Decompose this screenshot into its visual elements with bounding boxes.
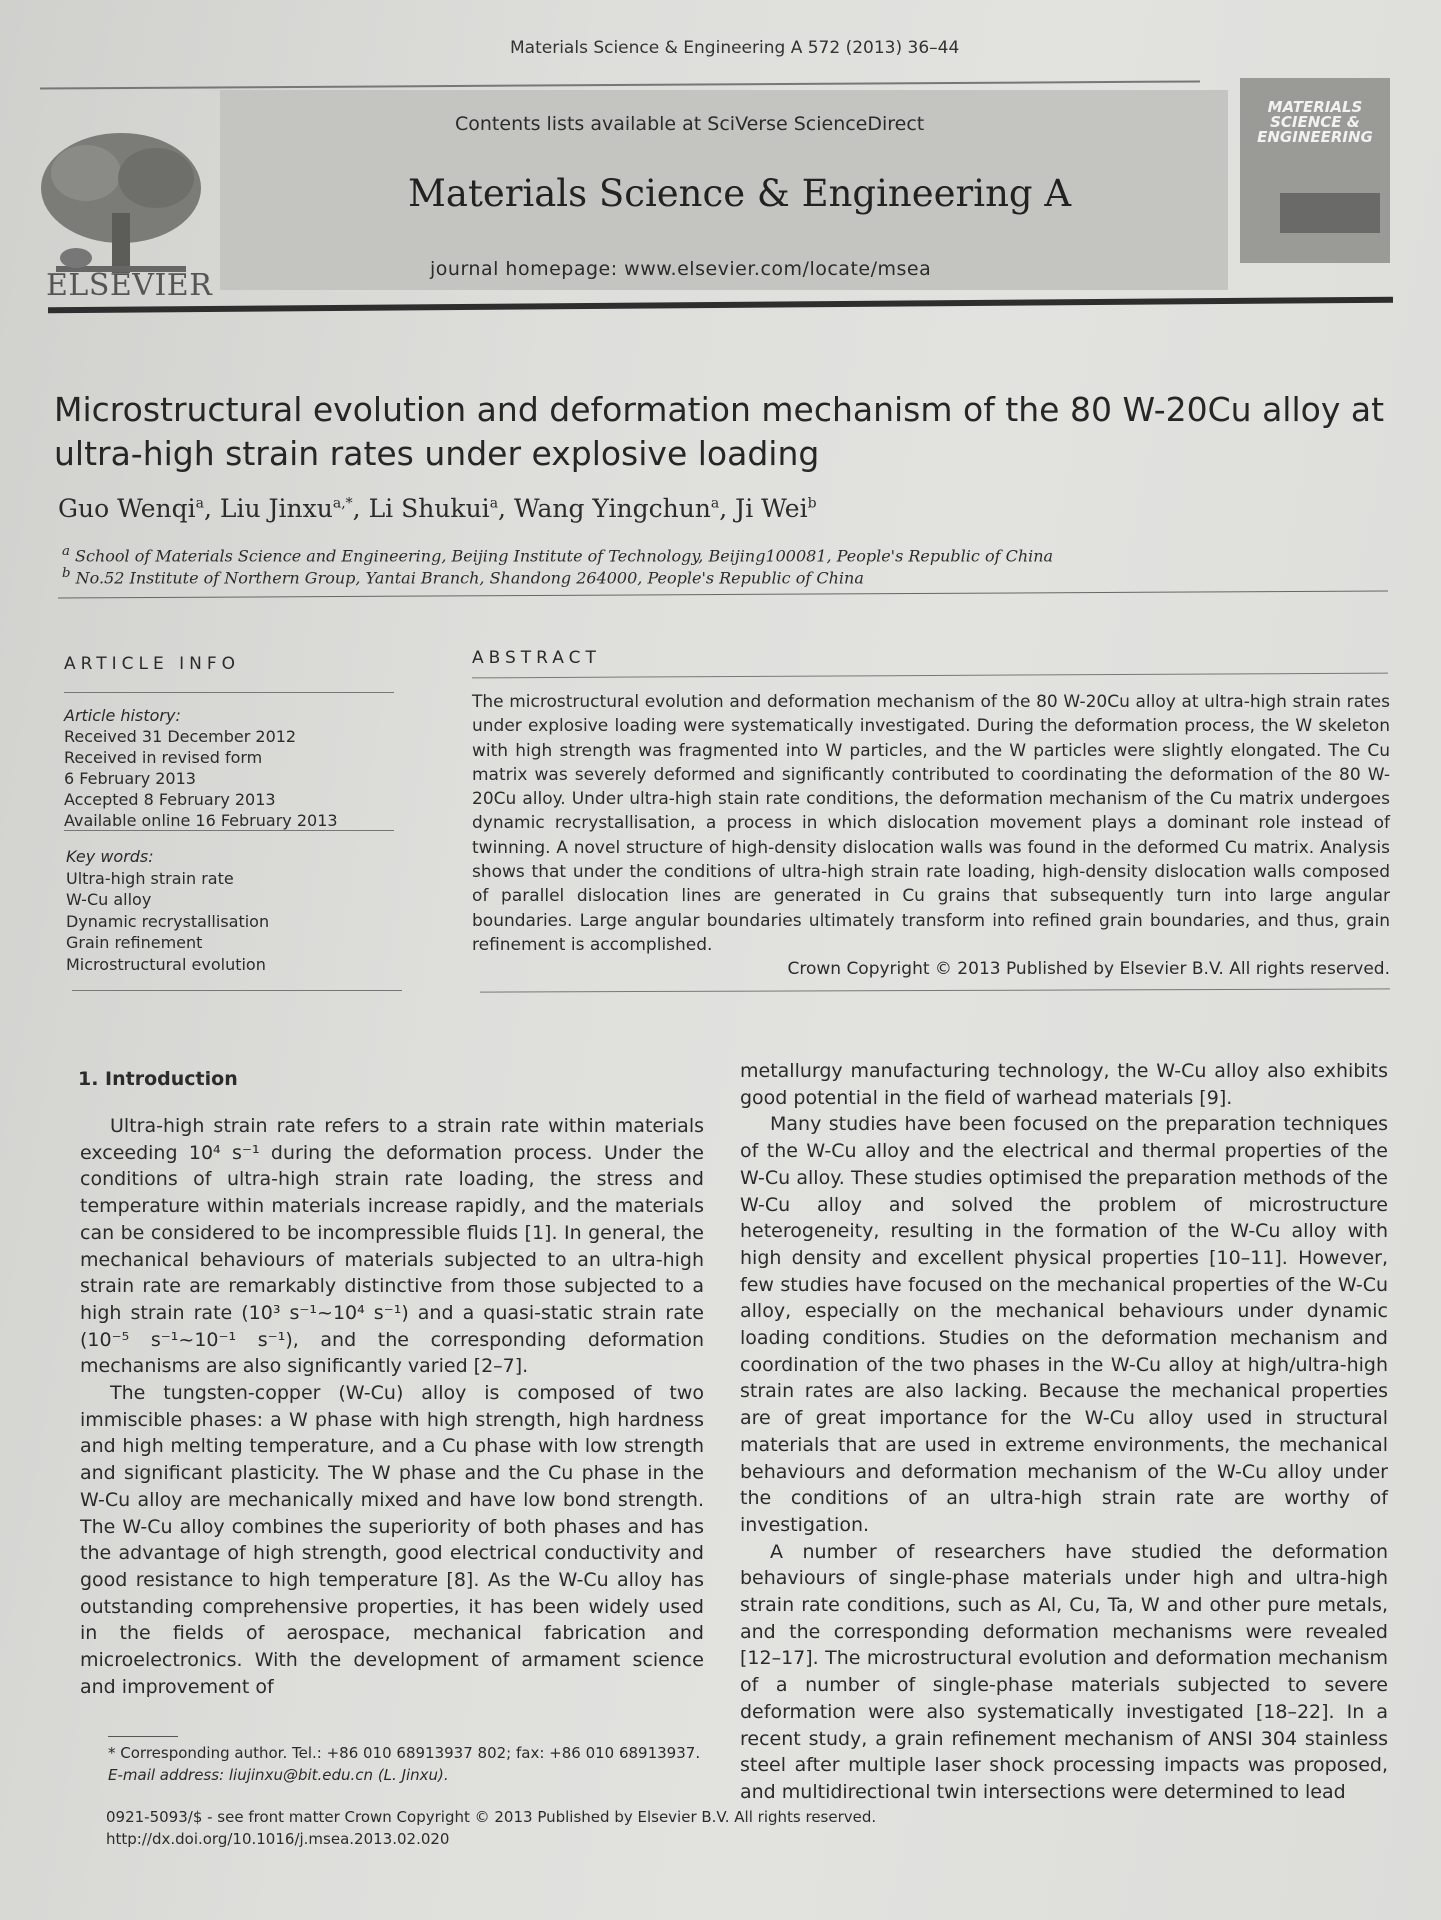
contents-line: Contents lists available at SciVerse ScienceDirect <box>455 113 925 135</box>
author[interactable]: Wang Yingchun$^a$ <box>513 494 720 523</box>
paragraph: Ultra-high strain rate refers to a strain rate within materials exceeding 10⁴ s⁻¹ during the deformation process. Under the conditions of ultra-high strain rate loading, the stress and temperature within materials increase rapidly, and the materials can be considered to be incompressible fluids [1]. In general, the mechanical behaviours of materials subjected to an ultra-high strain rate are remarkably distinctive from those subjected to a high strain rate (10³ s⁻¹~10⁴ s⁻¹) and a quasi-static strain rate (10⁻⁵ s⁻¹~10⁻¹ s⁻¹), and the corresponding deformation mechanisms are also significantly varied [2–7]. <box>80 1115 704 1378</box>
keywords: Key words: Ultra-high strain rate W-Cu alloy Dynamic recrystallisation Grain refinement Microstructural evolution <box>66 847 270 974</box>
body-column-right <box>740 1058 1388 1806</box>
author[interactable]: Ji Wei$^b$ <box>735 494 817 523</box>
masthead-rule <box>48 297 1393 314</box>
author[interactable]: Guo Wenqi$^a$ <box>58 494 204 523</box>
affiliation: $^a$ School of Materials Science and Engineering, Beijing Institute of Technology, Beijing100081, People's Republic of China <box>62 544 1054 566</box>
front-matter: 0921-5093/$ - see front matter Crown Copyright © 2013 Published by Elsevier B.V. All rights reserved. http://dx.doi.org/10.1016/j.msea.2013.02.020 <box>106 1808 877 1848</box>
abstract-rule <box>472 673 1388 679</box>
affiliation: $^b$ No.52 Institute of Northern Group, Yantai Branch, Shandong 264000, People's Republic of China <box>62 566 864 588</box>
paragraph: A number of researchers have studied the deformation behaviours of single-phase materials under high and ultra-high strain rate conditions, such as Al, Cu, Ta, W and other pure metals, and the corresponding deformation mechanisms were revealed [12–17]. The microstructural evolution and deformation mechanism of a number of single-phase materials subjected to severe deformation were also systematically investigated [18–22]. In a recent study, a grain refinement mechanism of ANSI 304 stainless steel after multiple laser shock processing impacts was proposed, and multidirectional twin intersections were determined to lead <box>740 1540 1388 1803</box>
history-rule <box>64 830 394 831</box>
doi-link[interactable]: http://dx.doi.org/10.1016/j.msea.2013.02.020 <box>106 1830 450 1848</box>
elsevier-wordmark: ELSEVIER <box>46 268 213 303</box>
introduction-heading: 1. Introduction <box>78 1068 238 1090</box>
article-info-rule <box>64 692 394 693</box>
running-header: Materials Science & Engineering A 572 (2013) 36–44 <box>510 38 960 58</box>
journal-name: Materials Science & Engineering A <box>408 172 1072 215</box>
cover-title: MATERIALS SCIENCE & ENGINEERING <box>1257 98 1373 146</box>
journal-homepage: journal homepage: www.elsevier.com/locate/msea <box>430 258 932 280</box>
article-history: Article history: Received 31 December 2012 Received in revised form 6 February 2013 Accepted 8 February 2013 Available online 16 February 2013 <box>64 706 338 830</box>
paragraph: metallurgy manufacturing technology, the W-Cu alloy also exhibits good potential in the field of warhead materials [9]. <box>740 1060 1388 1109</box>
paragraph: Many studies have been focused on the preparation techniques of the W-Cu alloy and the electrical and thermal properties of the W-Cu alloy. These studies optimised the preparation methods of the W-Cu alloy and solved the problem of microstructure heterogeneity, resulting in the formation of the W-Cu alloy with high density and excellent physical properties [10–11]. However, few studies have focused on the mechanical properties of the W-Cu alloy, especially on the mechanical behaviours under dynamic loading conditions. Studies on the deformation mechanism and coordination of the two phases in the W-Cu alloy at high/ultra-high strain rates are also lacking. Because the mechanical properties are of great importance for the W-Cu alloy used in structural materials that are used in extreme environments, the mechanical behaviours and deformation mechanism of the W-Cu alloy under the conditions of an ultra-high strain rate are worthy of investigation. <box>740 1113 1388 1536</box>
abstract-body: The microstructural evolution and deformation mechanism of the 80 W-20Cu alloy at ultra-high strain rates under explosive loading were systematically investigated. During the deformation process, the W skeleton with high strength was fragmented into W particles, and the W particles were slightly elongated. The Cu matrix was severely deformed and significantly contributed to coordinating the deformation of the 80 W-20Cu alloy. Under ultra-high stain rate conditions, the deformation mechanism of the Cu matrix undergoes dynamic recrystallisation, a process in which dislocation movement plays a dominant role instead of twinning. A novel structure of high-density dislocation walls was found in the deformed Cu matrix. Analysis shows that under the conditions of ultra-high strain rate loading, high-density dislocation walls composed of parallel dislocation lines are generated in Cu grains that subsequently turn into large angular boundaries. Large angular boundaries ultimately transform into refined grain boundaries, and thus, grain refinement is accomplished. Crown Copyright © 2013 Published by Elsevier B.V. All rights reserved. <box>472 692 1390 980</box>
abstract-heading: ABSTRACT <box>472 648 601 668</box>
keywords-rule <box>72 990 402 991</box>
article-info-heading: ARTICLE INFO <box>64 654 240 674</box>
author[interactable]: Li Shukui$^a$ <box>368 494 499 523</box>
abstract-bottom-rule <box>480 988 1390 992</box>
footnote-rule <box>108 1736 178 1737</box>
corresponding-email[interactable]: E-mail address: liujinxu@bit.edu.cn (L. Jinxu). <box>108 1766 449 1784</box>
author[interactable]: Liu Jinxu$^{a,*}$ <box>219 494 353 523</box>
cover-image <box>1280 193 1380 233</box>
author-list: Guo Wenqi$^a$, Liu Jinxu$^{a,*}$, Li Shukui$^a$, Wang Yingchun$^a$, Ji Wei$^b$ <box>58 494 817 523</box>
article-title: Microstructural evolution and deformation mechanism of the 80 W-20Cu alloy at ultra-high strain rates under explosive loading <box>54 390 1385 473</box>
paragraph: The tungsten-copper (W-Cu) alloy is composed of two immiscible phases: a W phase with high strength, high hardness and high melting temperature, and a Cu phase with low strength and significant plasticity. The W phase and the Cu phase in the W-Cu alloy are mechanically mixed and have low bond strength. The W-Cu alloy combines the superiority of both phases and has the advantage of high strength, good electrical conductivity and good resistance to high temperature [8]. As the W-Cu alloy has outstanding comprehensive properties, it has been widely used in the fields of aerospace, mechanical fabrication and microelectronics. With the development of armament science and improvement of <box>80 1382 704 1698</box>
body-column-left <box>80 1113 704 1700</box>
journal-cover-thumbnail <box>1240 78 1390 263</box>
title-rule <box>58 591 1388 599</box>
footnote: * Corresponding author. Tel.: +86 010 68913937 802; fax: +86 010 68913937. E-mail address: liujinxu@bit.edu.cn (L. Jinxu). <box>108 1742 728 1786</box>
header-rule <box>40 80 1200 89</box>
